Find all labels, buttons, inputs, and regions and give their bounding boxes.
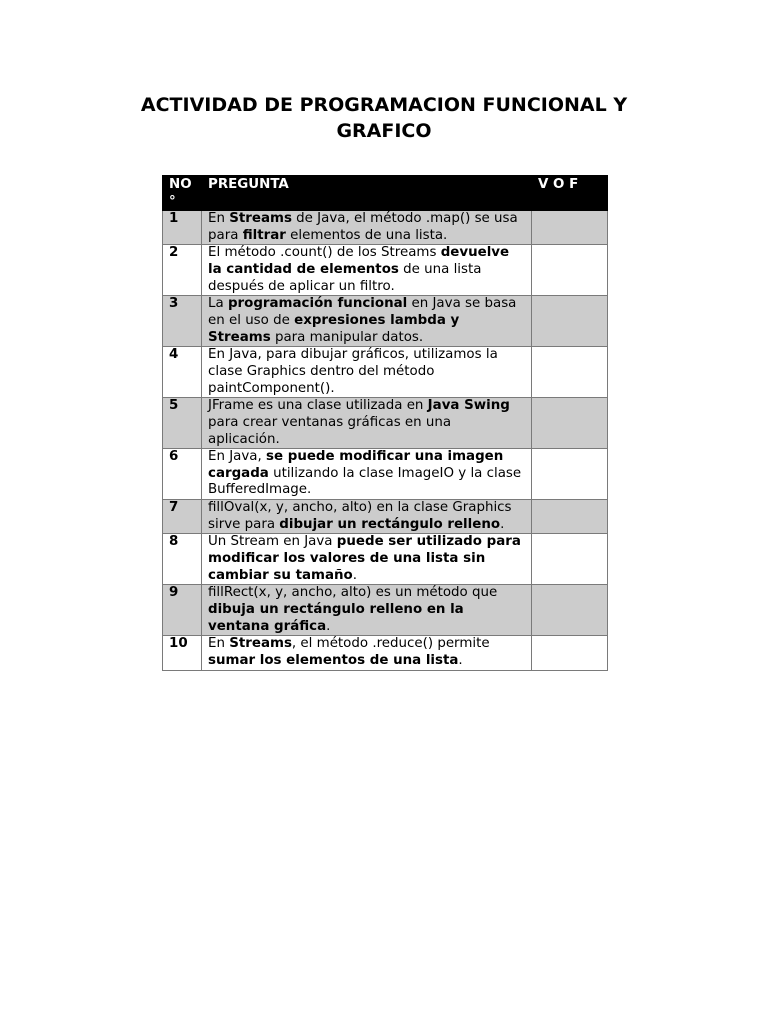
header-true-false: V O F bbox=[532, 176, 608, 211]
answer-cell[interactable] bbox=[532, 211, 608, 245]
answer-cell[interactable] bbox=[532, 347, 608, 398]
question-text: La programación funcional en Java se basa en el uso de expresiones lambda y Streams para manipular datos. bbox=[202, 296, 532, 347]
question-number: 7 bbox=[163, 500, 202, 534]
table-header-row bbox=[163, 176, 608, 211]
question-text: JFrame es una clase utilizada en Java Swing para crear ventanas gráficas en una aplicación. bbox=[202, 398, 532, 449]
question-number: 4 bbox=[163, 347, 202, 398]
question-number: 10 bbox=[163, 636, 202, 670]
question-number: 3 bbox=[163, 296, 202, 347]
table-row bbox=[163, 296, 608, 347]
question-number: 9 bbox=[163, 585, 202, 636]
answer-cell[interactable] bbox=[532, 245, 608, 296]
table-row bbox=[163, 211, 608, 245]
table-row bbox=[163, 500, 608, 534]
question-text: En Java, para dibujar gráficos, utilizamos la clase Graphics dentro del método paintComponent(). bbox=[202, 347, 532, 398]
document-title: ACTIVIDAD DE PROGRAMACION FUNCIONAL Y GRAFICO bbox=[140, 94, 628, 142]
table-row bbox=[163, 449, 608, 500]
table-row bbox=[163, 347, 608, 398]
table-row bbox=[163, 534, 608, 585]
answer-cell[interactable] bbox=[532, 296, 608, 347]
answer-cell[interactable] bbox=[532, 500, 608, 534]
question-text: fillRect(x, y, ancho, alto) es un método que dibuja un rectángulo relleno en la ventana gráfica. bbox=[202, 585, 532, 636]
question-text: fillOval(x, y, ancho, alto) en la clase Graphics sirve para dibujar un rectángulo relleno. bbox=[202, 500, 532, 534]
question-number: 1 bbox=[163, 211, 202, 245]
questions-table bbox=[162, 175, 608, 671]
answer-cell[interactable] bbox=[532, 534, 608, 585]
question-text: En Streams de Java, el método .map() se usa para filtrar elementos de una lista. bbox=[202, 211, 532, 245]
answer-cell[interactable] bbox=[532, 398, 608, 449]
question-text: Un Stream en Java puede ser utilizado para modificar los valores de una lista sin cambiar su tamaño. bbox=[202, 534, 532, 585]
table-row bbox=[163, 398, 608, 449]
question-text: En Streams, el método .reduce() permite sumar los elementos de una lista. bbox=[202, 636, 532, 670]
header-question: PREGUNTA bbox=[202, 176, 532, 211]
table-row bbox=[163, 636, 608, 670]
question-number: 5 bbox=[163, 398, 202, 449]
question-number: 2 bbox=[163, 245, 202, 296]
question-text: El método .count() de los Streams devuelve la cantidad de elementos de una lista después de aplicar un filtro. bbox=[202, 245, 532, 296]
answer-cell[interactable] bbox=[532, 449, 608, 500]
question-number: 6 bbox=[163, 449, 202, 500]
table-row bbox=[163, 585, 608, 636]
table-row bbox=[163, 245, 608, 296]
question-number: 8 bbox=[163, 534, 202, 585]
answer-cell[interactable] bbox=[532, 585, 608, 636]
answer-cell[interactable] bbox=[532, 636, 608, 670]
question-text: En Java, se puede modificar una imagen cargada utilizando la clase ImageIO y la clase BufferedImage. bbox=[202, 449, 532, 500]
header-number: NO ° bbox=[163, 176, 202, 211]
